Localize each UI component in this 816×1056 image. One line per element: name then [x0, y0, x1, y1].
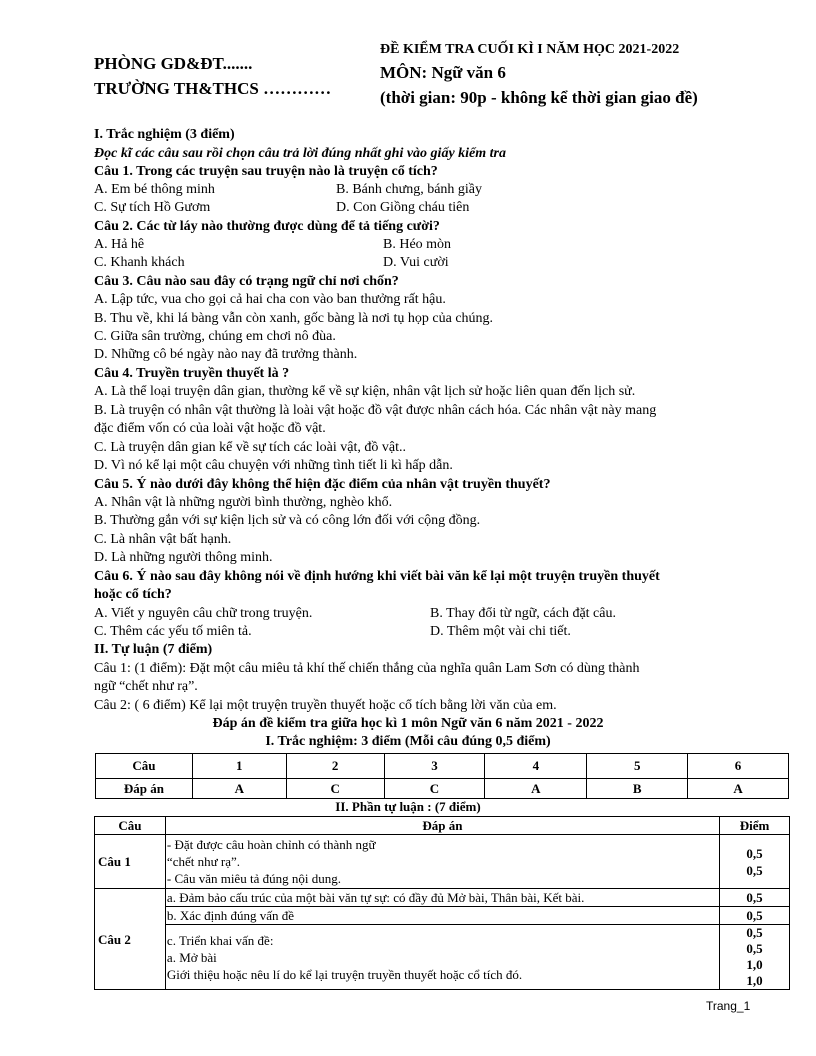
answer-part2-title: II. Phần tự luận : (7 điểm) [335, 799, 481, 814]
essay-q2: Câu 2: ( 6 điểm) Kể lại một truyện truyền thuyết hoặc cổ tích bằng lời văn của em. [94, 698, 557, 713]
table-cell: 6 [688, 754, 789, 779]
table-cell: B [587, 779, 688, 799]
answer-line: - Câu văn miêu tả đúng nội dung. [166, 871, 341, 886]
q4-option-b: B. Là truyện có nhân vật thường là loài vật hoặc đồ vật được nhân cách hóa. Các nhân vật này mang [94, 403, 657, 418]
table-row [95, 835, 790, 889]
answer-line: Giới thiệu hoặc nêu lí do kể lại truyện truyền thuyết hoặc cổ tích đó. [166, 966, 523, 982]
q4-option-a: A. Là thể loại truyện dân gian, thường kể về sự kiện, nhân vật lịch sử hoặc liên quan đến lịch sử. [94, 384, 636, 399]
exam-title: ĐỀ KIỂM TRA CUỐI KÌ I NĂM HỌC 2021-2022 [380, 42, 680, 57]
table-cell: C [384, 779, 485, 799]
part1-title: I. Trắc nghiệm (3 điểm) [94, 127, 235, 142]
q3-option-b: B. Thu về, khi lá bàng vẫn còn xanh, gốc bàng là nơi tụ họp của chúng. [94, 311, 494, 326]
table-cell: Câu [96, 754, 193, 779]
q4-option-c: C. Là truyện dân gian kể về sự tích các loài vật, đồ vật.. [94, 440, 406, 455]
q1-option-b: B. Bánh chưng, bánh giầy [336, 182, 483, 197]
answer-line: c. Triển khai vấn đề: [166, 932, 274, 948]
essay-q1: Câu 1: (1 điểm): Đặt một câu miêu tả khí thế chiến thắng của nghĩa quân Lam Sơn có dùng thành [94, 661, 640, 676]
table-cell: 3 [384, 754, 485, 779]
score: 0,5 [746, 862, 763, 878]
table-header: Điểm [720, 817, 790, 835]
table-cell: 1 [192, 754, 286, 779]
q3-option-a: A. Lập tức, vua cho gọi cả hai cha con vào ban thưởng rất hậu. [94, 292, 446, 307]
q3-option-d: D. Những cô bé ngày nào nay đã trưởng thành. [94, 347, 358, 362]
table-row [96, 754, 789, 779]
q6-option-b: B. Thay đổi từ ngữ, cách đặt câu. [430, 606, 616, 621]
mc-answer-table [95, 753, 789, 799]
score: 1,0 [746, 973, 763, 988]
q6-option-a: A. Viết y nguyên câu chữ trong truyện. [94, 606, 313, 621]
essay-q1-cont: ngữ “chết như rạ”. [94, 679, 198, 694]
score-cell [720, 835, 790, 889]
q6-question-cont: hoặc cổ tích? [94, 587, 172, 602]
q2-question: Câu 2. Các từ láy nào thường được dùng để tả tiếng cười? [94, 219, 440, 234]
row-label: Câu 1 [95, 835, 166, 889]
answer-line: - Đặt được câu hoàn chỉnh có thành ngữ [166, 837, 376, 852]
q1-option-d: D. Con Giồng cháu tiên [336, 200, 470, 215]
score: 0,5 [720, 907, 790, 925]
q5-option-a: A. Nhân vật là những người bình thường, nghèo khổ. [94, 495, 393, 510]
subject: MÔN: Ngữ văn 6 [380, 63, 506, 82]
table-cell: 5 [587, 754, 688, 779]
score: 1,0 [746, 957, 763, 972]
q5-option-b: B. Thường gắn với sự kiện lịch sử và có công lớn đối với cộng đồng. [94, 513, 481, 528]
score-cell [720, 925, 790, 990]
answer-title: Đáp án đề kiểm tra giữa học kì 1 môn Ngữ văn 6 năm 2021 - 2022 [212, 716, 604, 731]
answer-cell [165, 835, 719, 889]
q3-question: Câu 3. Câu nào sau đây có trạng ngữ chỉ nơi chốn? [94, 274, 399, 289]
answer-cell: a. Đảm bảo cấu trúc của một bài văn tự sự: có đầy đủ Mở bài, Thân bài, Kết bài. [165, 889, 719, 907]
q1-question: Câu 1. Trong các truyện sau truyện nào là truyện cổ tích? [94, 164, 438, 179]
q6-option-c: C. Thêm các yếu tố miên tả. [94, 624, 252, 639]
table-row [95, 925, 790, 990]
table-cell: A [485, 779, 587, 799]
q6-question: Câu 6. Ý nào sau đây không nói về định hướng khi viết bài văn kể lại một truyện truyền thuyết [94, 569, 660, 584]
q4-option-d: D. Vì nó kể lại một câu chuyện với những tình tiết li kì hấp dẫn. [94, 458, 453, 473]
q2-option-a: A. Hả hê [94, 237, 145, 252]
part2-title: II. Tự luận (7 điểm) [94, 642, 213, 657]
part1-instruction: Đọc kĩ các câu sau rồi chọn câu trả lời đúng nhất ghi vào giấy kiểm tra [94, 146, 506, 161]
q5-option-c: C. Là nhân vật bất hạnh. [94, 532, 232, 547]
school-name: TRƯỜNG TH&THCS ………… [94, 79, 332, 98]
table-header: Đáp án [165, 817, 719, 835]
time-limit: (thời gian: 90p - không kể thời gian giao đề) [380, 88, 698, 107]
q2-option-b: B. Héo mòn [383, 237, 452, 252]
table-row [95, 907, 790, 925]
page-number: Trang_1 [706, 999, 751, 1013]
q6-option-d: D. Thêm một vài chi tiết. [430, 624, 571, 639]
table-row [96, 779, 789, 799]
q1-option-a: A. Em bé thông minh [94, 182, 215, 197]
q2-option-c: C. Khanh khách [94, 255, 185, 270]
q2-option-d: D. Vui cười [383, 255, 449, 270]
essay-answer-table [94, 816, 790, 990]
table-cell: C [286, 779, 384, 799]
table-cell: Đáp án [96, 779, 193, 799]
score: 0,5 [720, 889, 790, 907]
table-cell: 2 [286, 754, 384, 779]
row-label: Câu 2 [95, 889, 166, 990]
q5-question: Câu 5. Ý nào dưới đây không thể hiện đặc điểm của nhân vật truyền thuyết? [94, 477, 551, 492]
answer-line: “chết như rạ”. [166, 854, 241, 869]
score: 0,5 [746, 845, 763, 861]
q5-option-d: D. Là những người thông minh. [94, 550, 273, 565]
answer-cell [165, 925, 719, 990]
q3-option-c: C. Giữa sân trường, chúng em chơi nô đùa. [94, 329, 336, 344]
table-row [95, 889, 790, 907]
table-row [95, 817, 790, 835]
table-cell: A [688, 779, 789, 799]
answer-cell: b. Xác định đúng vấn đề [165, 907, 719, 925]
table-cell: 4 [485, 754, 587, 779]
score: 0,5 [746, 925, 763, 940]
answer-line: a. Mở bài [166, 949, 217, 965]
q1-option-c: C. Sự tích Hồ Gươm [94, 200, 211, 215]
table-cell: A [192, 779, 286, 799]
department-name: PHÒNG GD&ĐT....... [94, 54, 253, 73]
q4-question: Câu 4. Truyền truyền thuyết là ? [94, 366, 290, 381]
table-header: Câu [95, 817, 166, 835]
score: 0,5 [746, 941, 763, 956]
answer-subtitle: I. Trắc nghiệm: 3 điểm (Mỗi câu đúng 0,5 điểm) [265, 734, 551, 749]
q4-option-b-cont: đặc điểm vốn có của loài vật hoặc đồ vật. [94, 421, 326, 436]
